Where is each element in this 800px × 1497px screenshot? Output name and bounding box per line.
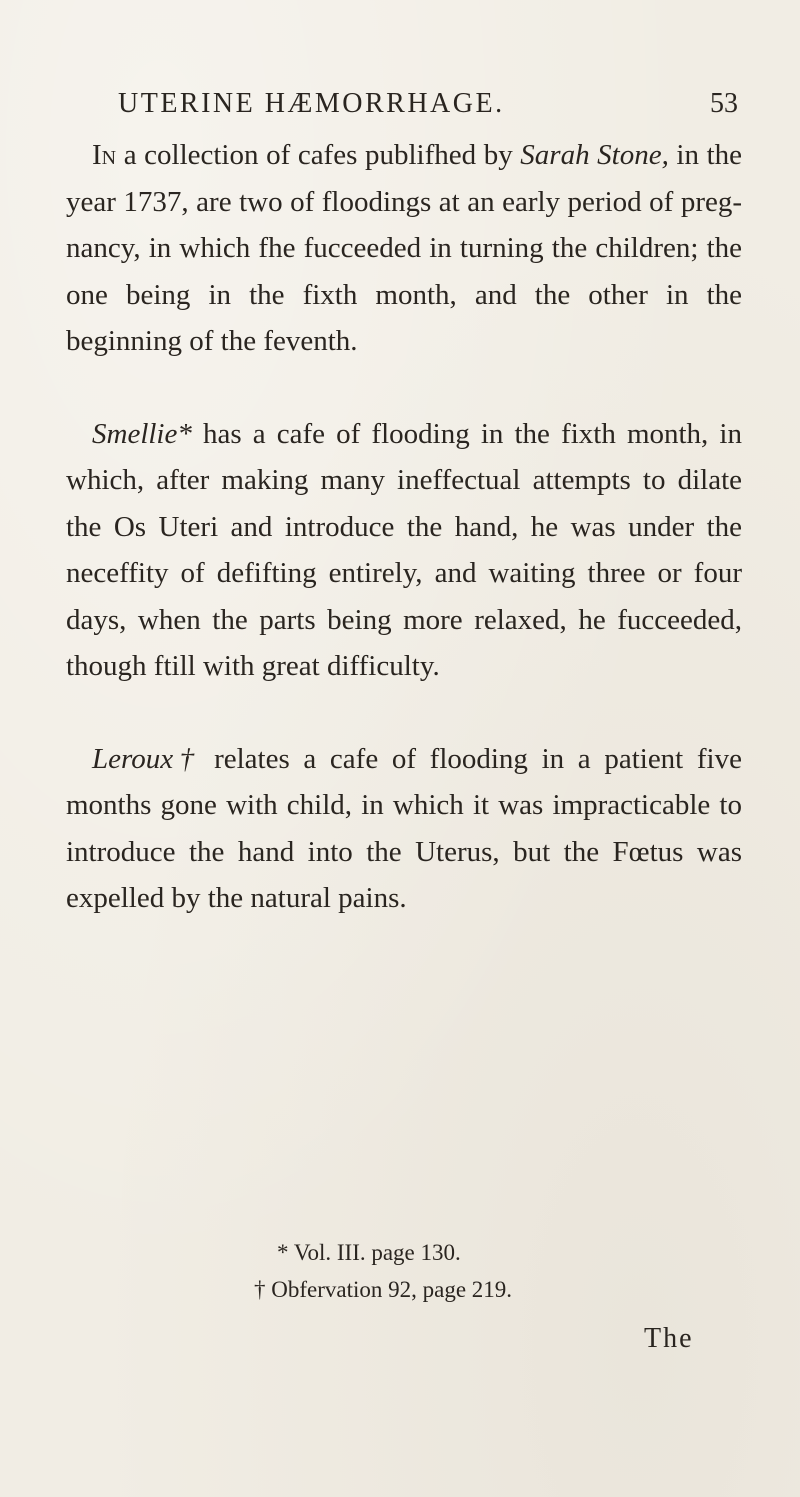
author-name-sarah-stone: Sarah Stone, [520,139,669,171]
author-name-smellie: Smellie* [92,417,192,450]
footnote-1: * Vol. III. page 130. [277,1240,461,1265]
page-number: 53 [710,88,738,119]
running-head-title: UTERINE HÆMORRHAGE. [118,88,505,119]
paragraph-text: a collection of cafes publifhed by [116,139,521,171]
footnote-2: † Obfervation 92, page 219. [254,1277,513,1302]
catchword: The [644,1323,694,1354]
author-name-leroux: Leroux† [92,742,201,775]
paragraph-text: in the year 1737, are two of floodings at an early period of preg-nancy, in which fhe fucceeded in turning the children; the one being in the fixth month, and the other in the beginning of the feventh. [66,139,742,357]
paragraph-text: has a cafe of flooding in the fixth month, in which, after making many ineffectual attempts to dilate the Os Uteri and introduce the hand, he was under the neceffity of defifting entirely, and waiting three or four days, when the parts being more relaxed, he fucceeded, though ftill with great difficulty. [66,417,742,682]
paragraph-text: relates a cafe of flooding in a patient five months gone with child, in which it was impracticable to introduce the hand into the Uterus, but the Fœtus was expelled by the natural pains. [66,742,742,914]
paragraph-lead-word: In [92,139,117,171]
